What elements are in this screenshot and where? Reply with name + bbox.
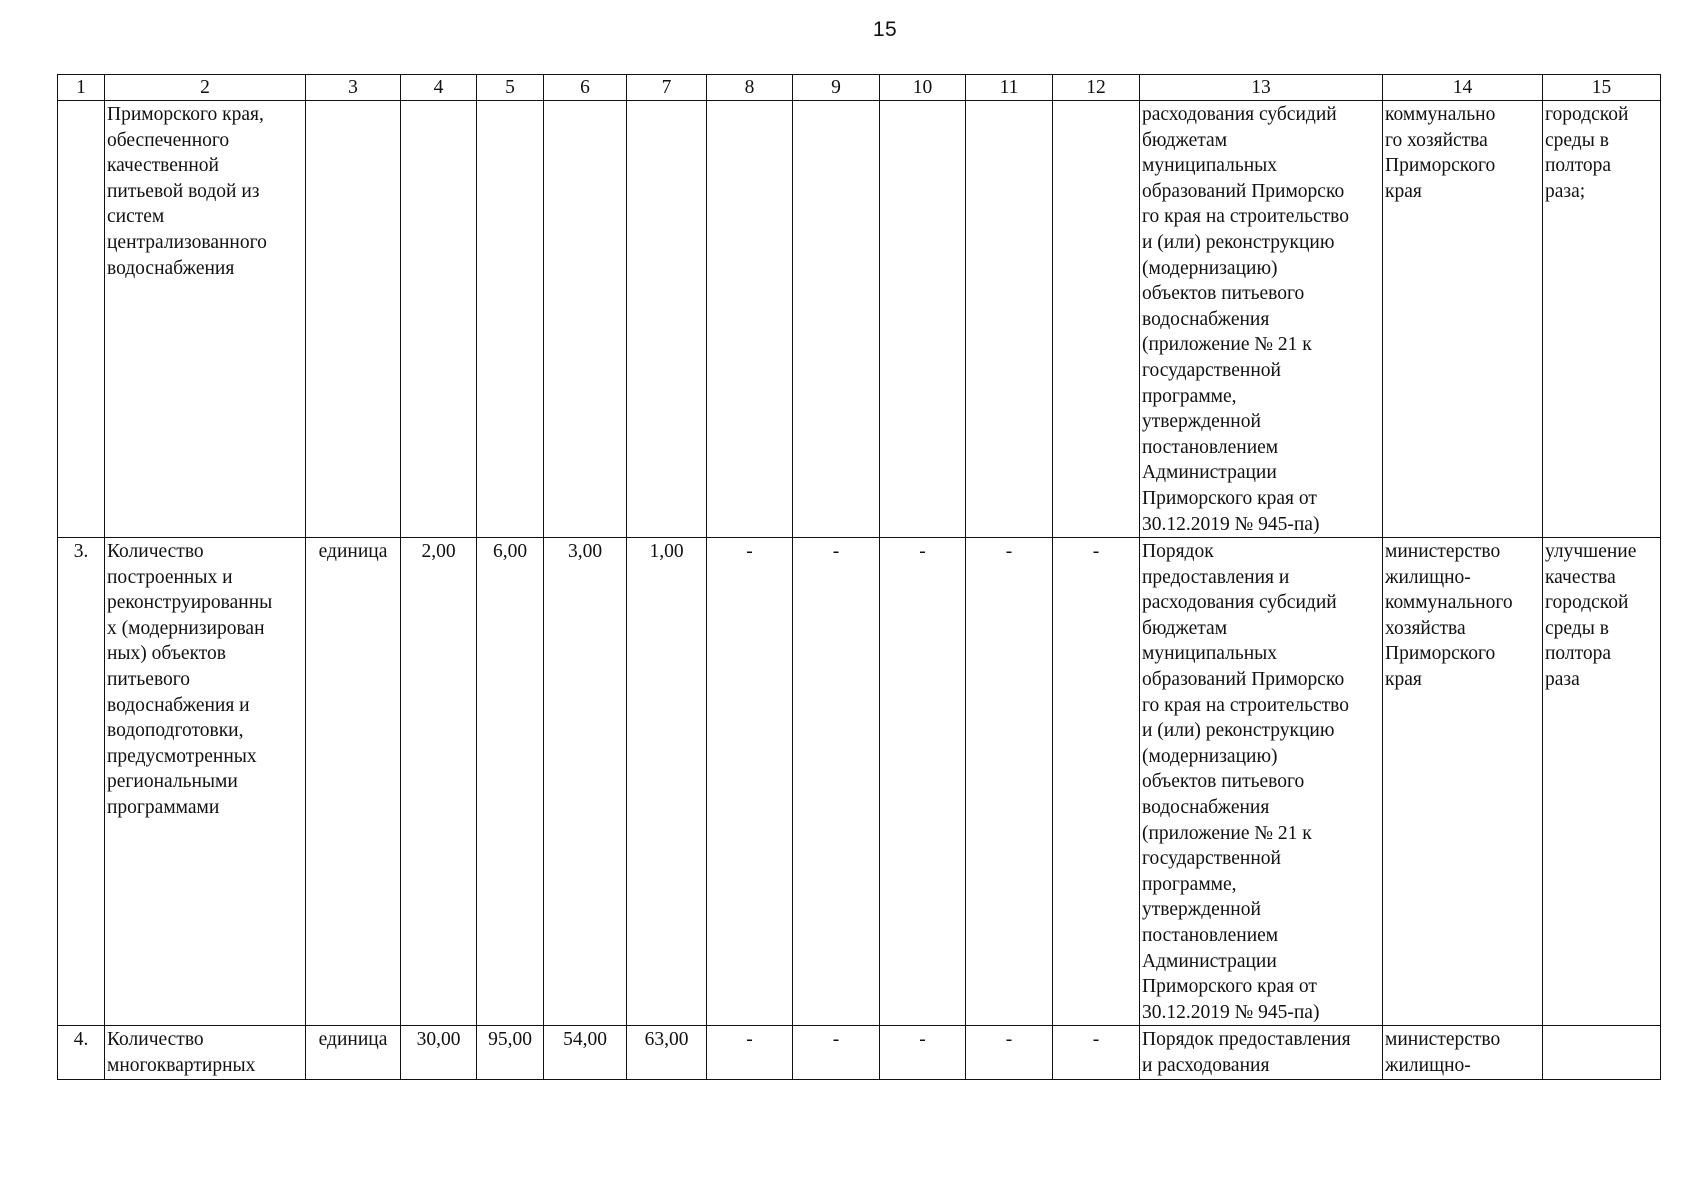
table-row	[58, 101, 1661, 538]
value-col-4: 30,00	[401, 1026, 477, 1079]
value-col-12: -	[1053, 538, 1140, 1026]
document-cell: Порядок предоставления и расходования	[1140, 1026, 1383, 1079]
table-row	[58, 538, 1661, 1026]
column-number: 15	[1543, 75, 1661, 101]
indicator-name: Количество многоквартирных	[105, 1026, 306, 1079]
value-col-5: 6,00	[477, 538, 544, 1026]
result-cell	[1543, 1026, 1661, 1079]
indicators-table	[57, 74, 1661, 1080]
value-col-8: -	[707, 538, 793, 1026]
value-col-7: 63,00	[627, 1026, 707, 1079]
value-col-4	[401, 101, 477, 538]
column-numbers-row	[58, 75, 1661, 101]
value-col-8	[707, 101, 793, 538]
value-col-11	[966, 101, 1053, 538]
unit-cell: единица	[306, 538, 401, 1026]
unit-cell: единица	[306, 1026, 401, 1079]
table-row	[58, 1026, 1661, 1079]
value-col-6: 3,00	[544, 538, 627, 1026]
column-number: 9	[793, 75, 880, 101]
value-col-7: 1,00	[627, 538, 707, 1026]
value-col-8: -	[707, 1026, 793, 1079]
document-cell: Порядок предоставления и расходования субсидий бюджетам муниципальных образований Приморско го края на строительство и (или) реконструкцию (модернизацию) объектов питьевого водоснабжения (приложение № 21 к государственной программе, утвержденной постановлением Администрации Приморского края от 30.12.2019 № 945-па)	[1140, 538, 1383, 1026]
value-col-11: -	[966, 538, 1053, 1026]
value-col-5: 95,00	[477, 1026, 544, 1079]
value-col-12: -	[1053, 1026, 1140, 1079]
responsible-cell: министерство жилищно-	[1383, 1026, 1543, 1079]
column-number: 13	[1140, 75, 1383, 101]
value-col-7	[627, 101, 707, 538]
value-col-9: -	[793, 538, 880, 1026]
column-number: 1	[58, 75, 105, 101]
result-cell: городской среды в полтора раза;	[1543, 101, 1661, 538]
value-col-5	[477, 101, 544, 538]
column-number: 5	[477, 75, 544, 101]
indicator-name: Приморского края, обеспеченного качественной питьевой водой из систем централизованного водоснабжения	[105, 101, 306, 538]
result-cell: улучшение качества городской среды в полтора раза	[1543, 538, 1661, 1026]
value-col-10: -	[880, 538, 966, 1026]
column-number: 2	[105, 75, 306, 101]
value-col-6	[544, 101, 627, 538]
responsible-cell: коммунально го хозяйства Приморского края	[1383, 101, 1543, 538]
column-number: 14	[1383, 75, 1543, 101]
responsible-cell: министерство жилищно- коммунального хозяйства Приморского края	[1383, 538, 1543, 1026]
value-col-4: 2,00	[401, 538, 477, 1026]
unit-cell	[306, 101, 401, 538]
column-number: 12	[1053, 75, 1140, 101]
value-col-9	[793, 101, 880, 538]
value-col-6: 54,00	[544, 1026, 627, 1079]
value-col-9: -	[793, 1026, 880, 1079]
page-number: 15	[872, 18, 898, 41]
column-number: 7	[627, 75, 707, 101]
column-number: 11	[966, 75, 1053, 101]
column-number: 10	[880, 75, 966, 101]
column-number: 6	[544, 75, 627, 101]
row-number: 4.	[58, 1026, 105, 1079]
value-col-12	[1053, 101, 1140, 538]
document-cell: расходования субсидий бюджетам муниципальных образований Приморско го края на строительство и (или) реконструкцию (модернизацию) объектов питьевого водоснабжения (приложение № 21 к государственной программе, утвержденной постановлением Администрации Приморского края от 30.12.2019 № 945-па)	[1140, 101, 1383, 538]
column-number: 3	[306, 75, 401, 101]
value-col-10: -	[880, 1026, 966, 1079]
column-number: 4	[401, 75, 477, 101]
row-number	[58, 101, 105, 538]
value-col-11: -	[966, 1026, 1053, 1079]
row-number: 3.	[58, 538, 105, 1026]
value-col-10	[880, 101, 966, 538]
indicator-name: Количество построенных и реконструированны х (модернизирован ных) объектов питьевого водоснабжения и водоподготовки, предусмотренных региональными программами	[105, 538, 306, 1026]
column-number: 8	[707, 75, 793, 101]
